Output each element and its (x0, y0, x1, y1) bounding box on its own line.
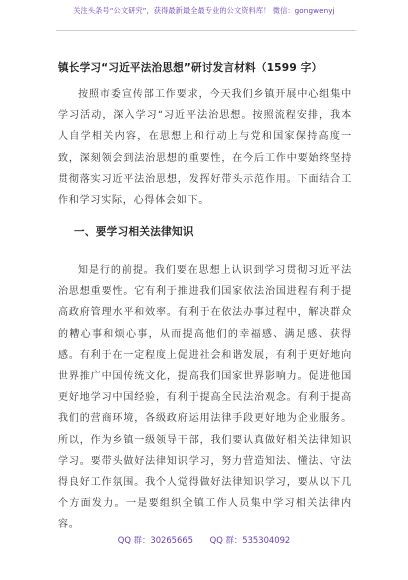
footer-qq-group-2: QQ 群：535304092 (209, 535, 291, 545)
footer-contacts (0, 534, 408, 546)
header-banner: 关注头条号“公文研究”，获得最新最全最专业的公文资料库！ 微信：gongwenyj (73, 6, 335, 15)
section-heading: 一、要学习相关法律知识 (74, 226, 194, 238)
intro-paragraph: 按照市委宣传部工作要求，今天我们乡镇开展中心组集中学习活动，深入学习“习近平法治思想。按照流程安排，我本人自学相关内容，在思想上和行动上与党和国家保持高度一致，深刻领会到法治思想的重要性，在今后工作中要始终坚持贯彻落实习近平法治思想，发挥好带头示范作用。下面结合工作和学习实际，心得体会如下。 (58, 89, 352, 207)
section-paragraph: 知是行的前提。我们要在思想上认识到学习贯彻习近平法治思想重要性。它有利于推进我们国家依法治国进程有利于提高政府管理水平和效率。有利于在依法办事过程中，解决群众的糟心事和烦心事，从而提高他们的幸福感、满足感、获得感。有利于在一定程度上促进社会和谐发展，有利于更好地向世界推广中国传统文化，提高我们国家世界影响力。促进他国更好地学习中国经验，有利于提高全民法治观念。有利于提高我们的营商环境，各级政府运用法律手段更好地为企业服务。所以，作为乡镇一级领导干部，我们要认真做好相关法律知识学习。要带头做好法律知识学习，努力营造知法、懂法、守法得良好工作氛围。我个人觉得做好法律知识学习，要从以下几个方面发力。一是要组织全镇工作人员集中学习相关法律内容。 (58, 265, 352, 531)
footer-qq-group-1: QQ 群：30265665 (117, 535, 193, 545)
document-title: 镇长学习“习近平法治思想”研讨发言材料（1599 字） (58, 62, 323, 74)
header-divider (56, 30, 356, 31)
